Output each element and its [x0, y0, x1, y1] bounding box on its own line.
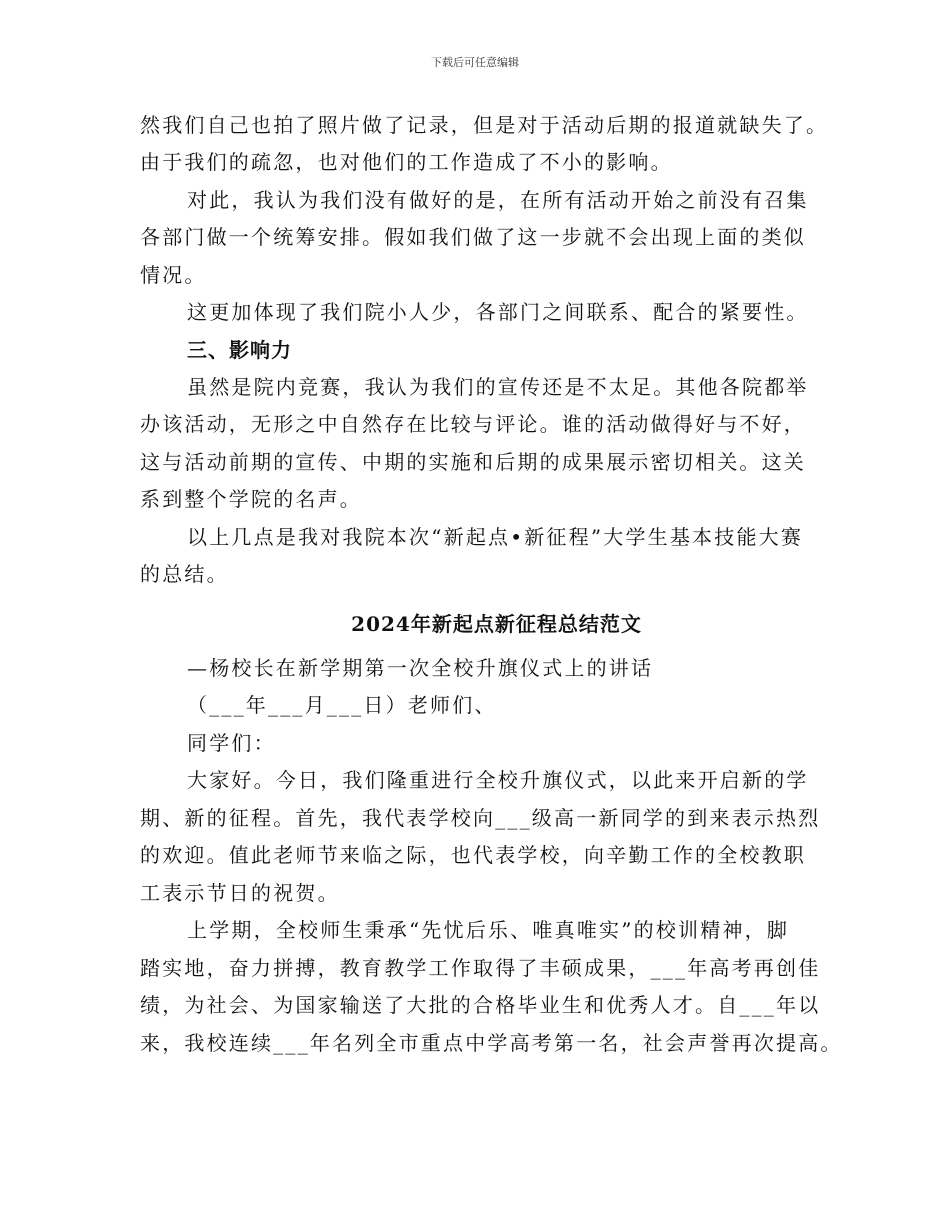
- paragraph-line: 由于我们的疏忽，也对他们的工作造成了不小的影响。: [140, 150, 673, 174]
- date-line: （___年___月___日）老师们、: [187, 693, 497, 717]
- paragraph-line: 绩，为社会、为国家输送了大批的合格毕业生和优秀人才。自___年以: [140, 993, 821, 1017]
- paragraph-line: 各部门做一个统筹安排。假如我们做了这一步就不会出现上面的类似: [140, 225, 806, 249]
- paragraph-line: 这更加体现了我们院小人少，各部门之间联系、配合的紧要性。: [187, 300, 809, 324]
- paragraph-line: 上学期，全校师生秉承“先忧后乐、唯真唯实”的校训精神，脚: [187, 918, 790, 942]
- paragraph-line: 期、新的征程。首先，我代表学校向___级高一新同学的到来表示热烈: [140, 806, 821, 830]
- paragraph-line: 踏实地，奋力拼搏，教育教学工作取得了丰硕成果，___年高考再创佳: [140, 956, 821, 980]
- page-header: 下载后可任意编辑: [431, 56, 519, 69]
- paragraph-line: 然我们自己也拍了照片做了记录，但是对于活动后期的报道就缺失了。: [140, 113, 829, 137]
- document-title: 2024年新起点新征程总结范文: [351, 612, 642, 636]
- paragraph-line: 系到整个学院的名声。: [140, 487, 362, 511]
- paragraph-line: 以上几点是我对我院本次“新起点•新征程”大学生基本技能大赛: [187, 525, 804, 549]
- paragraph-line: 来，我校连续___年名列全市重点中学高考第一名，社会声誉再次提高。: [140, 1031, 843, 1055]
- subtitle-line: —杨校长在新学期第一次全校升旗仪式上的讲话: [187, 656, 654, 680]
- paragraph-line: 的欢迎。值此老师节来临之际，也代表学校，向辛勤工作的全校教职: [140, 843, 806, 867]
- paragraph-line: 这与活动前期的宣传、中期的实施和后期的成果展示密切相关。这关: [140, 450, 806, 474]
- paragraph-line: 工表示节日的祝贺。: [140, 881, 340, 905]
- paragraph-line: 虽然是院内竞赛，我认为我们的宣传还是不太足。其他各院都举: [187, 375, 809, 399]
- paragraph-line: 情况。: [140, 263, 207, 287]
- paragraph-line: 办该活动，无形之中自然存在比较与评论。谁的活动做得好与不好，: [140, 412, 806, 436]
- paragraph-line: 对此，我认为我们没有做好的是，在所有活动开始之前没有召集: [187, 188, 809, 212]
- greeting-line: 同学们：: [187, 731, 276, 755]
- paragraph-line: 大家好。今日，我们隆重进行全校升旗仪式，以此来开启新的学: [187, 768, 809, 792]
- section-heading: 三、影响力: [187, 338, 292, 362]
- paragraph-line: 的总结。: [140, 562, 229, 586]
